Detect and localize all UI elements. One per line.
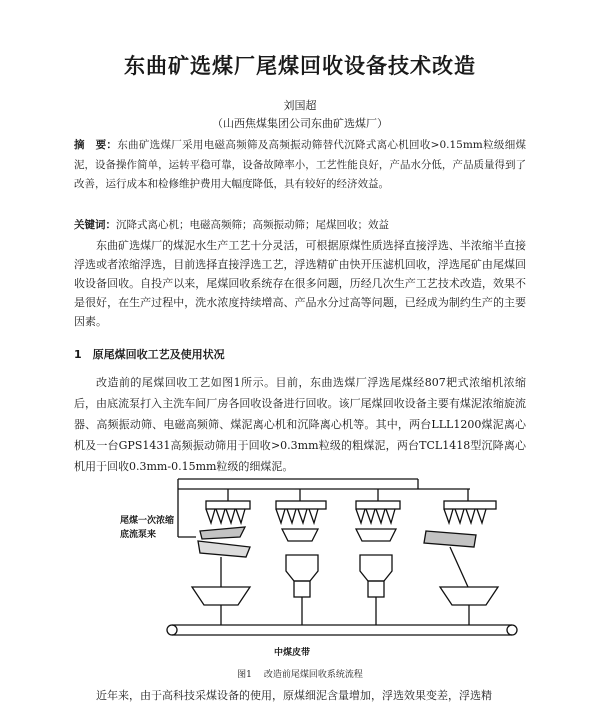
abstract-text: 东曲矿选煤厂采用电磁高频筛及高频振动筛替代沉降式离心机回收>0.15mm粒级细煤泥，设备操作简单，运转平稳可靠，设备故障率小，工艺性能良好，产品水分低，产品质量得到了改善，运行成本和检修维护费用大幅度降低，具有较好的经济效益。 [74, 139, 526, 190]
centrifuge-right [440, 547, 498, 605]
cyclone-group-2 [276, 501, 326, 541]
label-feed-line1: 尾煤一次浓缩 [120, 516, 175, 526]
centrifuge-mid-1 [286, 555, 318, 597]
centrifuge-mid-2 [360, 555, 392, 597]
label-feed-line2: 底流泵来 [120, 530, 157, 540]
flow-diagram [0, 475, 600, 665]
keywords [74, 216, 526, 235]
cyclone-group-1 [198, 501, 250, 557]
cyclone-group-4 [424, 501, 496, 547]
keywords-text: 沉降式离心机；电磁高频筛；高频振动筛；尾煤回收；效益 [116, 219, 389, 231]
keywords-label: 关键词： [74, 219, 116, 231]
abstract-label: 摘 要： [74, 139, 118, 151]
abstract [74, 136, 526, 195]
section-1-paragraph: 改造前的尾煤回收工艺如图1所示。目前，东曲选煤厂浮选尾煤经807耙式浓缩机浓缩后，由底流泵打入主洗车间厂房各回收设备进行回收。该厂尾煤回收设备主要有煤泥浓缩旋流器、高频振动筛、电磁高频筛、煤泥离心机和沉降离心机等。其中，两台LLL1200煤泥离心机及一台GPS1431高频振动筛用于回收>0.3mm粒级的粗煤泥，两台TCL1418型沉降离心机用于回收0.3mm-0.15mm粒级的细煤泥。 [74, 376, 526, 473]
figure-1 [0, 475, 600, 665]
paper-title: 东曲矿选煤厂尾煤回收设备技术改造 [124, 54, 476, 78]
closing-paragraph: 近年来，由于高科技采煤设备的使用，原煤细泥含量增加，浮选效果变差，浮选精 [96, 689, 492, 702]
cyclone-group-3 [356, 501, 400, 541]
figure-1-caption [0, 667, 600, 680]
conveyor-belt [167, 597, 517, 635]
section-1-heading: 1 原尾煤回收工艺及使用状况 [74, 348, 225, 361]
centrifuge-left [192, 557, 250, 605]
author-affiliation: （山西焦煤集团公司东曲矿选煤厂） [212, 117, 388, 130]
caption-number: 图1 [237, 670, 252, 680]
feed-pipe [178, 479, 470, 537]
intro-paragraph: 东曲矿选煤厂的煤泥水生产工艺十分灵活，可根据原煤性质选择直接浮选、半浓缩半直接浮选或者浓缩浮选，目前选择直接浮选工艺，浮选精矿由快开压滤机回收，浮选尾矿由尾煤回收设备回收。自投产以来，尾煤回收系统存在很多问题，历经几次生产工艺技术改造，效果不是很好，在生产过程中，洗水浓度持续增高、产品水分过高等问题，已经成为制约生产的主要因素。 [74, 239, 526, 328]
caption-text: 改造前尾煤回收系统流程 [263, 670, 363, 680]
label-conveyor: 中煤皮带 [274, 648, 311, 658]
author-name: 刘国超 [283, 99, 317, 112]
